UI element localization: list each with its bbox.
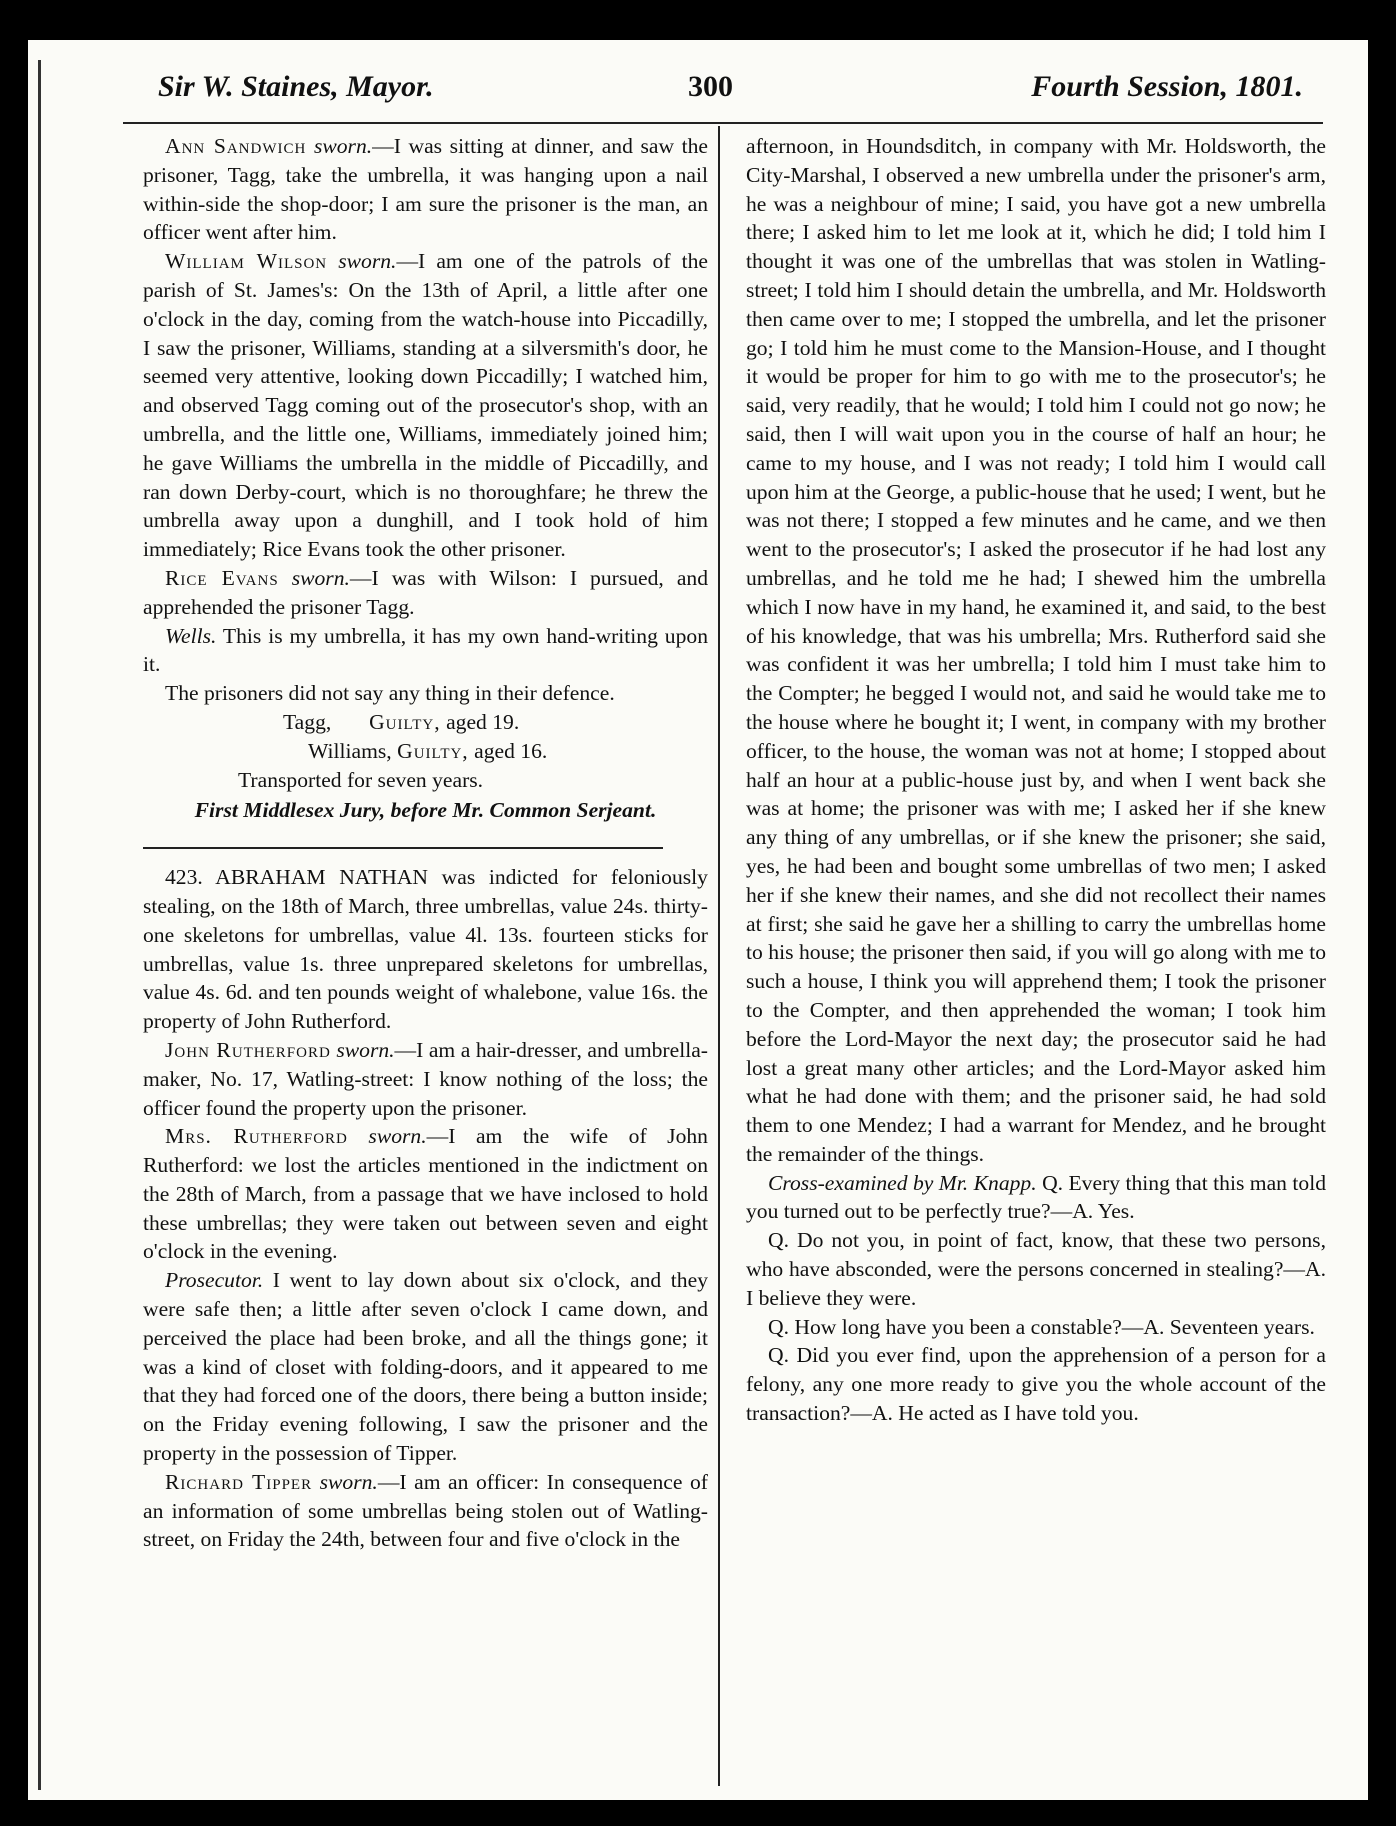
testimony-continuation: afternoon, in Houndsditch, in company with Mr. Holdsworth, the City-Marshal, I observed a new umbrella under the prisoner's arm, he was a neighbour of mine; I said, you have got a new umbrella there; I asked him to let me look at it, which he did; I told him I thought it was one of the umbrellas that was stolen in Watling-street; I told him I should detain the umbrella, and Mr. Holdsworth then came over to me; I stopped the umbrella, and let the prisoner go; I told him he must come to the Mansion-House, and I thought it would be proper for him to go with me to the prosecutor's; he said, very readily, that he would; I told him I could not go now; he said, then I will wait upon you in the course of half an hour; he came to my house, and I was not ready; I told him I would call upon him at the George, a public-house that he used; I went, but he was not there; I stopped a few minutes and he came, and we then went to the prosecutor's; I asked the prosecutor if he had lost any umbrellas, and he told me he had; I shewed him the umbrella which I now have in my hand, he examined it, and said, to the best of his knowledge, that was his umbrella; Mrs. Rutherford said she was confident it was her umbrella; I told him I must take him to the Compter; he begged I would not, and said he would take me to the house where he bought it; I went, in company with my brother officer, to the house, the woman was not at home; I stopped about half an hour at a public-house just by, and when I went back she was at home; the prisoner was with me; I asked her if she knew any thing of any umbrellas, or if she knew the prisoner; she said, yes, he had been and bought some umbrellas of two men; I asked her if she knew their names, and she did not recollect their names at first; she said he gave her a shilling to carry the umbrellas home to his house; the prisoner then said, if you will go along with me to such a house, I think you will apprehend them; I took the prisoner to the Compter, and then apprehended the woman; I took him before the Lord-Mayor the next day; the prosecutor said he had lost a great many other articles; and the Lord-Mayor asked him what he had done with them; and the prisoner said, he had sold them to one Mendez; I had a warrant for Mendez, and he brought the remainder of the things. [746,134,1326,1166]
speaker-label: Cross-examined by Mr. Knapp. [768,1170,1037,1195]
testimony-text: —I am an officer: In consequence of an information of some umbrellas being stolen out of Watling-street, on Friday the 24th, between four and five o'clock in the [143,1469,708,1552]
prisoner-name: Tagg, [283,709,332,734]
indictment-text: was indicted for feloniously stealing, on the 18th of March, three umbrellas, value 24s. thirty-one skeletons for umbrellas, value 4l. 13s. fourteen sticks for umbrellas, value 1s. three unprepared skeletons for umbrellas, value 4s. 6d. and ten pounds weight of whalebone, value 16s. the property of John Rutherford. [143,865,708,1034]
sworn-label: sworn. [368,1124,427,1149]
testimony-paragraph [143,622,708,680]
cross-examination [746,1169,1326,1227]
testimony-text: —I am a hair-dresser, and umbrella-maker, No. 17, Watling-street: I know nothing of the loss; the officer found the property upon the prisoner. [143,1037,708,1120]
testimony-paragraph [143,1036,708,1122]
jury-line: First Middlesex Jury, before Mr. Common Serjeant. [194,798,657,823]
sworn-label: sworn. [291,565,350,590]
sentence: Transported for seven years. [238,767,484,792]
verdict-line [143,737,708,766]
witness-name: Rice Evans [165,565,279,590]
testimony-text: —I am one of the patrols of the parish of St. James's: On the 13th of April, a little after one o'clock in the day, coming from the watch-house into Piccadilly, I saw the prisoner, Williams, standing at a silversmith's door, he seemed very attentive, looking down Piccadilly; I watched him, and observed Tagg coming out of the prosecutor's shop, with an umbrella, and the little one, Williams, immediately joined him; he gave Williams the umbrella in the middle of Piccadilly, and ran down Derby-court, which is no thoroughfare; he threw the umbrella away upon a dunghill, and I took hold of him immediately; Rice Evans took the other prisoner. [143,249,708,562]
document-page [28,40,1368,1800]
witness-name: Ann Sandwich [165,134,307,158]
running-header [28,70,1368,110]
testimony-text: —I was sitting at dinner, and saw the prisoner, Tagg, take the umbrella, it was hanging upon a nail within-side the shop-door; I am sure the prisoner is the man, an officer went after him. [143,134,709,245]
question-answer: Q. Do not you, in point of fact, know, that these two persons, who have absconded, were the persons concerned in stealing?—A. I believe they were. [746,1228,1326,1310]
testimony-paragraph [143,132,708,247]
header-mayor: Sir W. Staines, Mayor. [158,70,434,103]
question-answer: Q. How long have you been a constable?—A. Seventeen years. [768,1314,1315,1339]
left-column [143,132,708,1554]
sworn-label: sworn. [313,134,373,158]
testimony-paragraph [143,247,708,564]
prisoner-age: aged 19. [446,709,520,734]
defendant-name: ABRAHAM NATHAN [215,865,429,890]
defence-statement: The prisoners did not say any thing in their defence. [165,681,615,706]
sworn-label: sworn. [336,1037,395,1062]
indictment-paragraph [143,863,708,1036]
testimony-text: I went to lay down about six o'clock, and they were safe then; a little after seven o'clock I came down, and perceived the place had been broke, and all the things gone; it was a kind of closet with folding-doors, and it appeared to me that they had forced one of the doors, there being a button inside; on the Friday evening following, I saw the prisoner and the property in the possession of Tipper. [143,1268,708,1466]
testimony-paragraph [143,1266,708,1468]
page-number: 300 [688,70,733,103]
testimony-text: Q. Every thing that this man told you turned out to be perfectly true?—A. Yes. [746,1170,1326,1224]
witness-name: William Wilson [165,249,328,274]
prisoner-name: Williams, [308,738,392,763]
witness-name: John Rutherford [165,1037,331,1062]
right-column [746,132,1326,1428]
witness-name: Richard Tipper [165,1469,313,1494]
header-rule [123,122,1323,124]
verdict: Guilty, [397,738,469,763]
testimony-paragraph [143,564,708,622]
sworn-label: sworn. [319,1469,378,1494]
case-number: 423. [165,865,203,890]
question-answer: Q. Did you ever find, upon the apprehension of a person for a felony, any one more ready to give you the whole account of the transaction?—A. He acted as I have told you. [746,1343,1326,1426]
testimony-text: —I was with Wilson: I pursued, and apprehended the prisoner Tagg. [143,565,709,619]
verdict: Guilty, [369,709,441,734]
verdict-line [143,708,708,737]
sworn-label: sworn. [338,249,397,274]
witness-name: Mrs. Rutherford [165,1124,348,1149]
header-session: Fourth Session, 1801. [1031,70,1303,103]
case-separator [143,847,663,849]
speaker-label: Wells. [165,623,217,648]
testimony-text: —I am the wife of John Rutherford: we lost the articles mentioned in the indictment on the 28th of March, from a passage that we have inclosed to hold these umbrellas; they were taken out between seven and eight o'clock in the evening. [143,1124,708,1264]
prisoner-age: aged 16. [474,738,548,763]
testimony-text: This is my umbrella, it has my own hand-writing upon it. [143,623,708,677]
page-edge-rule [38,60,41,1790]
speaker-label: Prosecutor. [165,1268,264,1293]
testimony-paragraph [143,1122,708,1266]
column-divider [718,126,720,1786]
testimony-paragraph [143,1468,708,1554]
